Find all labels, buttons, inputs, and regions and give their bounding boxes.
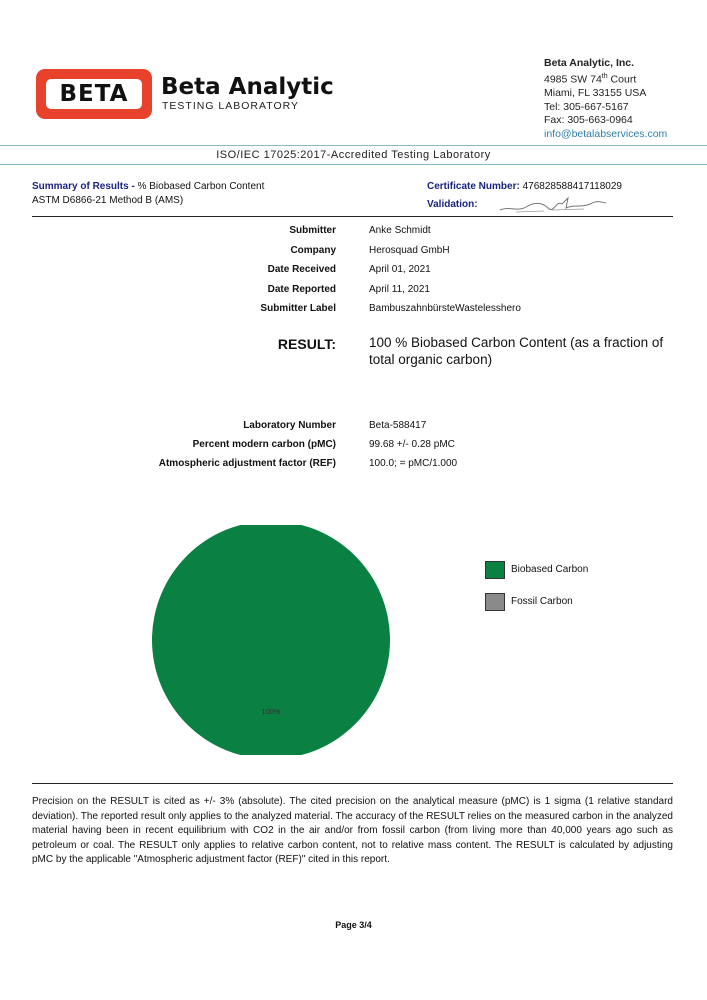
legend-label-biobased: Biobased Carbon: [511, 564, 589, 575]
ref-label: Atmospheric adjustment factor (REF): [158, 458, 336, 469]
date-reported-label: Date Reported: [267, 284, 336, 295]
summary-heading: [32, 181, 264, 192]
logo-text: BETA: [59, 81, 129, 107]
company-label: Company: [290, 245, 336, 256]
date-received-label: Date Received: [267, 264, 336, 275]
ref-value: 100.0; = pMC/1.000: [369, 458, 458, 469]
address-line-1: 4985 SW 74th Court: [544, 73, 637, 86]
certificate-label: Certificate Number:: [427, 181, 520, 192]
result-label: RESULT:: [277, 336, 336, 352]
fax-number: Fax: 305-663-0964: [544, 114, 633, 127]
submitter-label-label: Submitter Label: [260, 303, 336, 314]
company-address-block: [544, 57, 667, 141]
pie-data-label: 100%: [261, 707, 281, 716]
validation-signature: [496, 194, 608, 216]
company-value: Herosquad GmbH: [369, 245, 450, 256]
laboratory-number-label: Laboratory Number: [243, 420, 336, 431]
validation-line: [427, 199, 478, 210]
biobased-pie-chart: [146, 525, 396, 755]
phone-number: Tel: 305-667-5167: [544, 100, 629, 113]
date-received-value: April 01, 2021: [369, 264, 431, 275]
legend-label-fossil: Fossil Carbon: [511, 596, 573, 607]
certificate-line: [427, 181, 622, 192]
address-line-2: Miami, FL 33155 USA: [544, 87, 647, 100]
submitter-value: Anke Schmidt: [369, 225, 431, 236]
certificate-number: 476828588417118029: [522, 181, 622, 192]
summary-divider: [32, 216, 673, 217]
footnote-divider: [32, 783, 673, 784]
summary-subject: % Biobased Carbon Content: [137, 181, 265, 192]
summary-method: ASTM D6866-21 Method B (AMS): [32, 195, 184, 206]
pie-slice-biobased-carbon: [152, 525, 390, 755]
header-divider-top: [0, 145, 707, 146]
brand-subtitle: TESTING LABORATORY: [162, 100, 300, 112]
company-name: Beta Analytic, Inc.: [544, 57, 635, 69]
submitter-label-value: BambuszahnbürsteWastelesshero: [369, 303, 521, 314]
header-divider-bottom: [0, 164, 707, 165]
brand-name: Beta Analytic: [161, 74, 334, 100]
precision-footnote: Precision on the RESULT is cited as +/- 3% (absolute). The cited precision on the analytical measure (pMC) is 1 sigma (1 relative standard deviation). The reported result only applies to the analyzed material. The accuracy of the RESULT relies on the measured carbon in the analyzed material having been in recent equilibrium with CO2 in the air and/or from fossil carbon (from living more than 40,000 years ago such as petroleum or coal. The RESULT only applies to relative carbon content, not to relative mass content. The RESULT is calculated by adjusting pMC by the applicable "Atmospheric adjustment factor (REF)" cited in this report.: [32, 796, 673, 866]
laboratory-number-value: Beta-588417: [369, 420, 427, 431]
page-number: Page 3/4: [335, 920, 372, 930]
accreditation-line: ISO/IEC 17025:2017-Accredited Testing Laboratory: [216, 149, 491, 161]
email-link[interactable]: info@betalabservices.com: [544, 127, 668, 140]
submitter-label: Submitter: [289, 225, 336, 236]
beta-logo-inner: [46, 79, 142, 109]
pmc-label: Percent modern carbon (pMC): [192, 439, 336, 450]
pmc-value: 99.68 +/- 0.28 pMC: [369, 439, 455, 450]
result-value: 100 % Biobased Carbon Content (as a fraction of total organic carbon): [369, 335, 664, 367]
validation-label: Validation:: [427, 199, 478, 210]
legend-swatch-biobased: [485, 561, 505, 579]
date-reported-value: April 11, 2021: [369, 284, 430, 295]
summary-title: Summary of Results -: [32, 181, 135, 192]
legend-swatch-fossil: [485, 593, 505, 611]
